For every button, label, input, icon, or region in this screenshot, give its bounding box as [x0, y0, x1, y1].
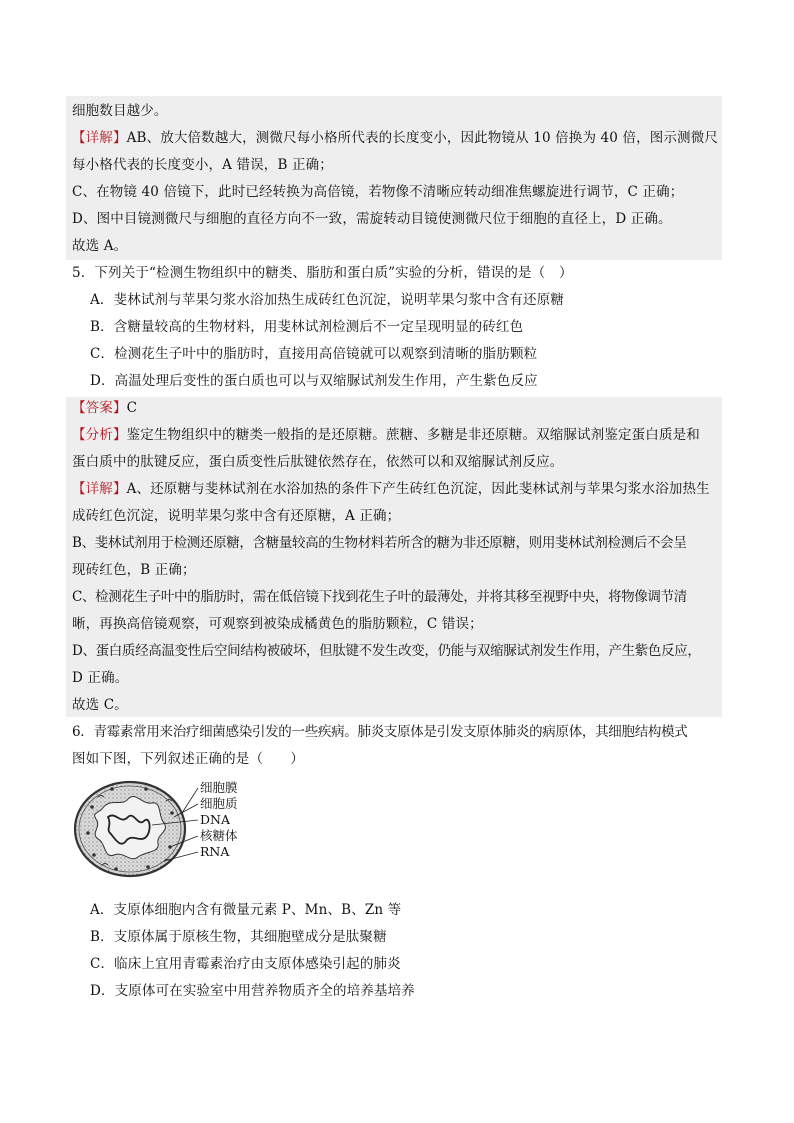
solution-shade-q5 [66, 397, 722, 717]
answer-value: C [126, 400, 138, 416]
label-dna: DNA [200, 812, 230, 827]
label-ribosome: 核糖体 [200, 828, 238, 843]
q6-option-a: A．支原体细胞内含有微量元素 P、Mn、B、Zn 等 [90, 902, 402, 918]
prev-conclusion: 故选 A。 [72, 238, 128, 254]
q6-option-c: C．临床上宜用青霉素治疗由支原体感染引起的肺炎 [90, 956, 401, 972]
prev-tail: 细胞数目越少。 [72, 103, 168, 119]
q5-detail-line-3: B、斐林试剂用于检测还原糖，含糖量较高的生物材料若所含的糖为非还原糖，则用斐林试剂检测后不会呈 [72, 535, 687, 551]
q5-option-a: A．斐林试剂与苹果匀浆水浴加热生成砖红色沉淀，说明苹果匀浆中含有还原糖 [90, 292, 564, 308]
q5-detail-line-2: 成砖红色沉淀，说明苹果匀浆中含有还原糖，A 正确； [72, 508, 401, 524]
q6-stem-line-2: 图如下图，下列叙述正确的是（ ） [72, 751, 305, 767]
q5-option-d: D．高温处理后变性的蛋白质也可以与双缩脲试剂发生作用，产生紫色反应 [90, 373, 538, 389]
q5-detail-line-6: 晰，再换高倍镜观察，可观察到被染成橘黄色的脂肪颗粒，C 错误； [72, 616, 483, 632]
q5-conclusion: 故选 C。 [72, 697, 128, 713]
answer-tag: 【答案】 [72, 400, 127, 416]
detail-text: A、还原糖与斐林试剂在水浴加热的条件下产生砖红色沉淀，因此斐林试剂与苹果匀浆水浴加热生 [126, 481, 710, 497]
prev-detail-line-2: 每小格代表的长度变小，A 错误，B 正确； [72, 157, 333, 173]
q5-option-b: B．含糖量较高的生物材料，用斐林试剂检测后不一定呈现明显的砖红色 [90, 319, 524, 335]
q5-answer [72, 398, 137, 418]
prev-detail-text: AB、放大倍数越大，测微尺每小格所代表的长度变小，因此物镜从 10 倍换为 40 倍，图示测微尺 [126, 130, 718, 146]
q5-option-c: C．检测花生子叶中的脂肪时，直接用高倍镜就可以观察到清晰的脂肪颗粒 [90, 346, 538, 362]
dna-region [95, 797, 166, 859]
prev-detail-line-3: C、在物镜 40 倍镜下，此时已经转换为高倍镜，若物像不清晰应转动细准焦螺旋进行调节，C 正确； [72, 184, 684, 200]
q6-option-d: D．支原体可在实验室中用营养物质齐全的培养基培养 [90, 983, 415, 999]
q5-analysis-line-1 [72, 425, 700, 445]
q5-detail-line-7: D、蛋白质经高温变性后空间结构被破坏，但肽键不发生改变，仍能与双缩脲试剂发生作用，产生紫色反应， [72, 643, 701, 659]
label-rna: RNA [200, 844, 230, 859]
q5-detail-line-1 [72, 479, 710, 499]
q6-option-b: B．支原体属于原核生物，其细胞壁成分是肽聚糖 [90, 929, 387, 945]
q5-stem: 5．下列关于“检测生物组织中的糖类、脂肪和蛋白质”实验的分析，错误的是（ ） [72, 265, 573, 281]
mycoplasma-cell-diagram [72, 777, 262, 881]
label-cell-membrane: 细胞膜 [200, 780, 238, 795]
q5-analysis-line-2: 蛋白质中的肽键反应，蛋白质变性后肽键依然存在，依然可以和双缩脲试剂反应。 [72, 454, 564, 470]
label-cytoplasm: 细胞质 [200, 796, 238, 811]
prev-detail-line-1 [72, 128, 718, 148]
q6-stem-line-1: 6．青霉素常用来治疗细菌感染引发的一些疾病。肺炎支原体是引发支原体肺炎的病原体，其细胞结构模式 [72, 724, 688, 740]
detail-tag: 【详解】 [72, 481, 127, 497]
detail-tag: 【详解】 [72, 130, 127, 146]
q5-detail-line-4: 现砖红色，B 正确； [72, 562, 196, 578]
q5-detail-line-8: D 正确。 [72, 670, 129, 686]
analysis-text: 鉴定生物组织中的糖类一般指的是还原糖。蔗糖、多糖是非还原糖。双缩脲试剂鉴定蛋白质是和 [126, 427, 700, 443]
q5-detail-line-5: C、检测花生子叶中的脂肪时，需在低倍镜下找到花生子叶的最薄处，并将其移至视野中央，将物像调节清 [72, 589, 687, 605]
prev-detail-line-4: D、图中目镜测微尺与细胞的直径方向不一致，需旋转动目镜使测微尺位于细胞的直径上，D 正确。 [72, 211, 672, 227]
analysis-tag: 【分析】 [72, 427, 127, 443]
